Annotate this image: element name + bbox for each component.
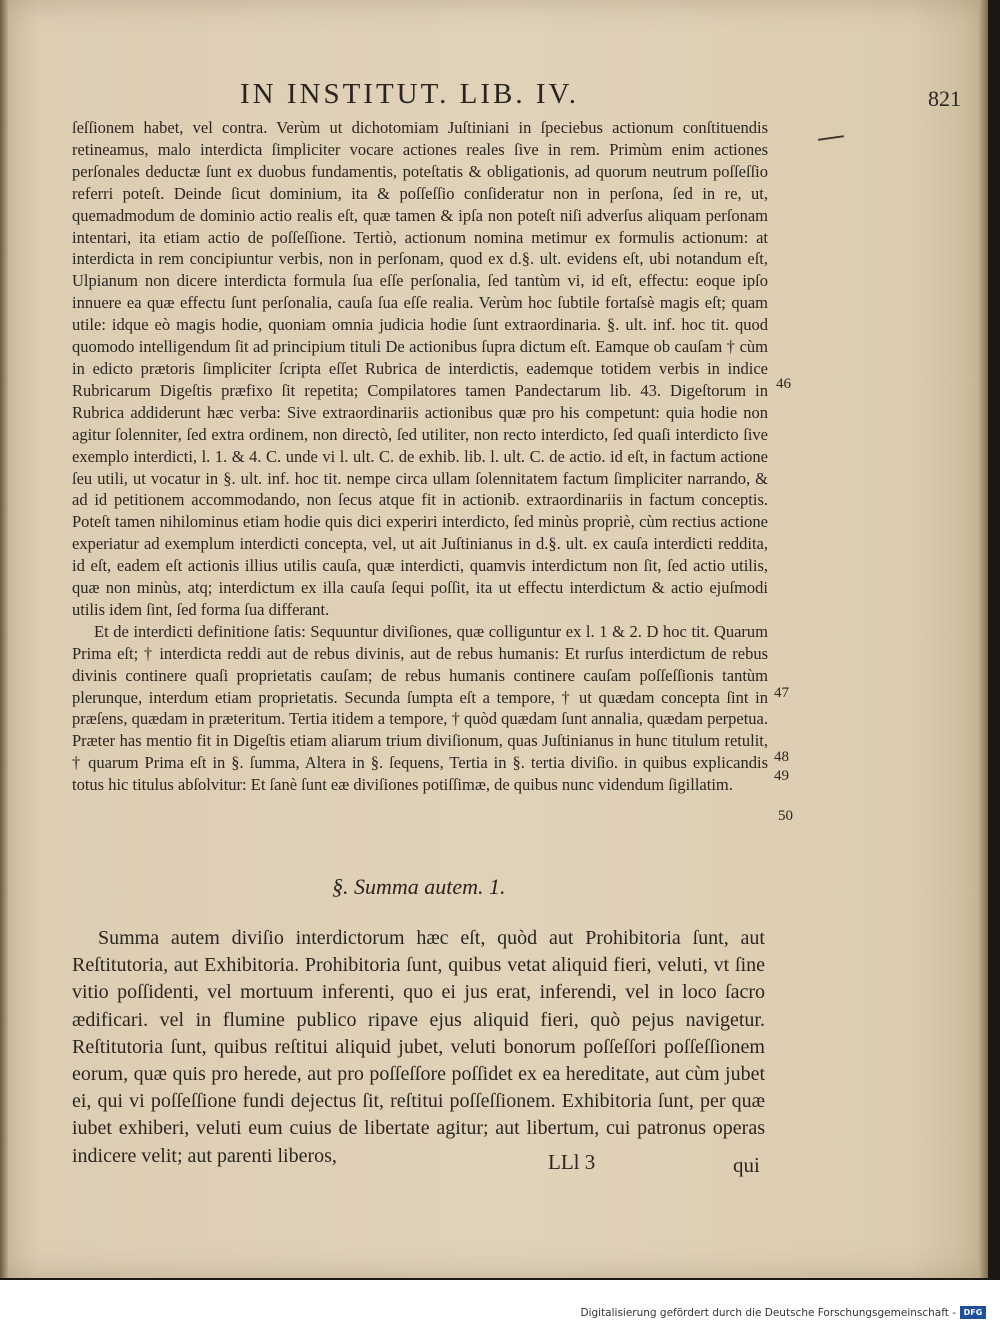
running-head: IN INSTITUT. LIB. IV. bbox=[240, 78, 579, 110]
commentary-paragraph: ſeſſionem habet, vel contra. Verùm ut dichotomiam Juſtiniani in ſpeciebus actionum conſtituendis retineamus, malo interdicta ſimpliciter vocare actiones reales ſive in rem. Primùm enim actiones perſonales deductæ ſunt ex duobus fundamentis, poteſtatis & obligationis, ad quorum neutrum poſſeſſio referri poteſt. Deinde ſicut dominium, ita & poſſeſſio conſideratur non in perſona, ſed in re, ut, quemadmodum de dominio actio realis eſt, quæ tamen & ipſa non poteſt niſi adverſus aliquam perſonam intentari, ita etiam actio de poſſeſſione. Tertiò, actionum nomina metimur ex formulis actionum: at interdicta in rem concipiuntur verbis, non in perſonam, quod ex d.§. ult. evidens eſt, ubi notandum eſt, Ulpianum non dicere interdicta formula ſua eſſe perſonalia, ſed tantùm vi, id eſt, effectu: eoque ipſo innuere ea quæ effectu ſunt perſonalia, cauſa ſua eſſe realia. Verùm hoc ſubtile fortaſsè magis eſt; quam utile: idque eò magis hodie, quoniam omnia judicia hodie ſunt extraordinaria. §. ult. inf. hoc tit. quod quomodo intelligendum ſit ad principium tituli De actionibus ſupra dictum eſt. Eamque ob cauſam † cùm in edicto prætoris ſimpliciter ſcripta eſſet Rubrica de interdictis, eademque totidem verbis in indice Rubricarum Digeſtis præfixo ſit repetita; Compilatores tamen Pandectarum lib. 43. Digeſtorum in Rubrica addiderunt hæc verba: Sive extraordinariis actionibus quæ pro his competunt: quia hodie non agitur ſolenniter, ſed extra ordinem, non directò, ſed utiliter, non recto interdicto, ſed quaſi interdicto ſive exemplo interdicti, l. 1. & 4. C. unde vi l. ult. C. de exhib. lib. l. ult. C. de actio. id eſt, in factum actione ſeu utili, ut vocatur in §. ult. inf. hoc tit. nempe circa ullam ſolennitatem factum ſimpliciter narrando, & ad id petitionem accommodando, non ſecus atque fit in actionib. extraordinariis in factum conceptis. Poteſt tamen nihilominus etiam hodie quis dici experiri interdicto, ſed minùs propriè, cùm rectius actione experiatur ad exemplum interdicti concepta, vel, ut ait Juſtinianus in d.§. ult. ex cauſa interdicti reddita, id eſt, eadem eſt actionis illius utilis cauſa, quæ interdicti, quamvis interdictum non ſit, ſed actio utilis, quæ non minùs, atq; interdictum ex illa cauſa ſequi poſſit, ita ut effectu interdictum & actio ejuſmodi utilis idem ſint, ſed forma ſua differant. bbox=[72, 118, 768, 619]
lemma-text: Summa autem diviſio interdictorum hæc eſt, quòd aut Prohibitoria ſunt, aut Reſtitutoria, aut Exhibitoria. Prohibitoria ſunt, quibus vetat aliquid fieri, veluti, vt ſine vitio poſſidenti, vel mortuum inferenti, quo ei jus erat, inferendi, vel in loco ſacro ædificari. vel in flumine publico ripave ejus aliquid fieri, quò pejus navigetur. Reſtitutoria ſunt, quibus reſtitui aliquid jubet, veluti bonorum poſſeſſori poſſeſſionem eorum, quæ quis pro herede, aut pro poſſeſſore poſſidet ex ea hereditate, aut cùm jubet ei, qui vi poſſeſſione fundi dejectus ſit, reſtitui poſſeſſionem. Exhibitoria ſunt, per quæ iubet exhiberi, veluti eum cuius de libertate agitur; aut libertum, cui patronus operas indicere velit; aut parenti liberos, bbox=[72, 927, 765, 1167]
margin-number: 48 bbox=[774, 749, 789, 765]
page-edge-right bbox=[978, 0, 988, 1278]
margin-number: 47 bbox=[774, 685, 789, 701]
page-edge-left bbox=[0, 0, 8, 1278]
commentary-text bbox=[72, 117, 768, 796]
margin-number: 49 bbox=[774, 768, 789, 784]
catchword: qui bbox=[733, 1153, 760, 1177]
margin-number: 50 bbox=[778, 808, 793, 824]
dfg-logo: DFG bbox=[960, 1306, 986, 1319]
commentary-paragraph: Et de interdicti definitione ſatis: Sequuntur diviſiones, quæ colliguntur ex l. 1 & 2. D hoc tit. Quarum Prima eſt; † interdicta reddi aut de rebus divinis, aut de rebus humanis: Et rurſus interdictum de rebus divinis continere quaſi proprietatis cauſam; de rebus humanis continere cauſam poſſeſſionis tantùm plerunque, interdum etiam proprietatis. Secunda ſumpta eſt a tempore, † ut quædam concepta ſint in præſens, quædam in præteritum. Tertia itidem a tempore, † quòd quædam ſunt annalia, quædam perpetua. Præter has mentio fit in Digeſtis etiam aliarum trium diviſionum, quas Juſtinianus in hunc titulum retulit, † quarum Prima eſt in §. ſumma, Altera in §. ſequens, Tertia in §. tertia diviſio. in quibus explicandis totus hic titulus abſolvitur: Et ſanè ſunt eæ diviſiones potiſſimæ, de quibus nunc videndum ſigillatim. bbox=[72, 621, 768, 795]
footer-bar bbox=[0, 1280, 1000, 1327]
page-number: 821 bbox=[928, 86, 961, 111]
funding-note: Digitalisierung gefördert durch die Deutsche Forschungsgemeinschaft - bbox=[580, 1307, 956, 1319]
signature-mark: LLl 3 bbox=[548, 1150, 596, 1174]
margin-number: 46 bbox=[776, 376, 791, 392]
section-heading: §. Summa autem. 1. bbox=[332, 874, 506, 899]
